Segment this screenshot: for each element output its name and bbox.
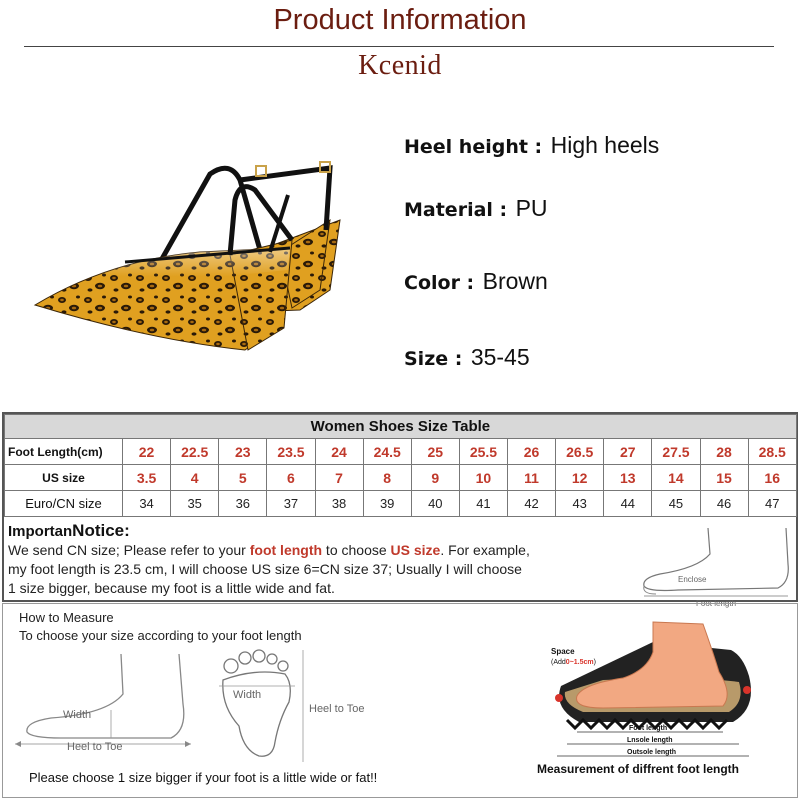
- foot-length-cell: 27.5: [652, 439, 700, 465]
- euro-size-cell: 47: [748, 491, 796, 517]
- measure-subtitle: To choose your size according to your foot length: [19, 628, 302, 643]
- top-heel-to-toe-label: Heel to Toe: [309, 703, 365, 715]
- foot-length-cell: 23: [219, 439, 267, 465]
- foot-side-diagram: [11, 654, 201, 754]
- foot-length-cell: 28: [700, 439, 748, 465]
- spec-label: Heel height :: [404, 136, 543, 158]
- euro-size-cell: 36: [219, 491, 267, 517]
- foot-length-cell: 22: [123, 439, 171, 465]
- us-size-cell: 4: [171, 465, 219, 491]
- spec-material: [404, 195, 548, 222]
- euro-size-cell: 34: [123, 491, 171, 517]
- foot-length-cell: 25: [411, 439, 459, 465]
- size-advice-note: Please choose 1 size bigger if your foot is a little wide or fat!!: [29, 770, 378, 785]
- us-size-cell: 12: [556, 465, 604, 491]
- foot-length-label: Foot length: [696, 599, 737, 608]
- spec-size: [404, 344, 530, 371]
- us-size-cell: 14: [652, 465, 700, 491]
- us-size-cell: 3.5: [123, 465, 171, 491]
- svg-text:(Add0~1.5cm): (Add0~1.5cm): [551, 659, 596, 666]
- spec-value: High heels: [550, 132, 660, 158]
- spec-color: [404, 268, 548, 295]
- page-title: Product Information: [273, 4, 527, 36]
- row-label: Foot Length(cm): [5, 439, 123, 465]
- notice-line-1: We send CN size; Please refer to your foot length to choose US size. For example,: [8, 542, 530, 558]
- spec-value: PU: [515, 195, 548, 221]
- euro-size-cell: 39: [363, 491, 411, 517]
- euro-size-cell: 46: [700, 491, 748, 517]
- us-size-cell: 8: [363, 465, 411, 491]
- size-table: [4, 414, 797, 517]
- foot-length-cell: 26: [508, 439, 556, 465]
- spec-value: 35-45: [470, 344, 530, 370]
- insole-length-measure: Lnsole length: [627, 737, 673, 744]
- foot-length-cell: 24.5: [363, 439, 411, 465]
- how-to-measure: [2, 603, 798, 798]
- spec-label: Material :: [404, 199, 508, 221]
- spec-heel-height: [404, 132, 659, 159]
- title-divider: [24, 46, 774, 47]
- foot-length-cell: 23.5: [267, 439, 315, 465]
- size-table-caption: Women Shoes Size Table: [5, 415, 797, 439]
- measure-title: How to Measure: [19, 610, 114, 625]
- top-width-label: Width: [233, 689, 262, 701]
- enclose-label: Enclose: [678, 575, 707, 584]
- euro-size-cell: 38: [315, 491, 363, 517]
- measure-caption: Measurement of diffrent foot length: [537, 762, 739, 776]
- us-size-row: [5, 465, 797, 491]
- euro-size-cell: 45: [652, 491, 700, 517]
- foot-length-diagram: [638, 524, 796, 608]
- outsole-length-measure: Outsole length: [627, 749, 676, 756]
- foot-length-cell: 24: [315, 439, 363, 465]
- foot-length-cell: 26.5: [556, 439, 604, 465]
- us-size-cell: 16: [748, 465, 796, 491]
- us-size-cell: 9: [411, 465, 459, 491]
- heel-to-toe-label: Heel to Toe: [67, 741, 123, 753]
- foot-length-cell: 27: [604, 439, 652, 465]
- us-size-cell: 10: [459, 465, 507, 491]
- notice-line-2: my foot length is 23.5 cm, I will choose US size 6=CN size 37; Usually I will choose: [8, 561, 522, 577]
- size-chart: [2, 412, 798, 608]
- foot-top-diagram: [209, 646, 399, 766]
- notice-title: ImportanNotice:: [8, 521, 130, 540]
- us-size-cell: 13: [604, 465, 652, 491]
- foot-length-row: [5, 439, 797, 465]
- foot-length-cell: 25.5: [459, 439, 507, 465]
- euro-size-cell: 42: [508, 491, 556, 517]
- euro-size-cell: 41: [459, 491, 507, 517]
- row-label: Euro/CN size: [5, 491, 123, 517]
- important-notice: [8, 521, 648, 598]
- euro-size-cell: 35: [171, 491, 219, 517]
- us-size-cell: 6: [267, 465, 315, 491]
- us-size-cell: 7: [315, 465, 363, 491]
- euro-size-cell: 44: [604, 491, 652, 517]
- measurement-diagram: [543, 612, 763, 762]
- euro-size-cell: 43: [556, 491, 604, 517]
- foot-length-measure: Foot length: [629, 725, 668, 732]
- notice-line-3: 1 size bigger, because my foot is a little wide and fat.: [8, 580, 335, 596]
- euro-size-cell: 37: [267, 491, 315, 517]
- width-label: Width: [63, 709, 92, 721]
- us-size-cell: 5: [219, 465, 267, 491]
- us-size-cell: 15: [700, 465, 748, 491]
- brand-name: Kcenid: [358, 50, 442, 81]
- product-image: [30, 140, 370, 360]
- row-label: US size: [5, 465, 123, 491]
- spec-label: Size :: [404, 348, 463, 370]
- foot-length-cell: 22.5: [171, 439, 219, 465]
- euro-size-cell: 40: [411, 491, 459, 517]
- foot-length-cell: 28.5: [748, 439, 796, 465]
- us-size-cell: 11: [508, 465, 556, 491]
- spec-value: Brown: [482, 268, 548, 294]
- spec-label: Color :: [404, 272, 475, 294]
- euro-size-row: [5, 491, 797, 517]
- space-label: Space: [551, 647, 575, 656]
